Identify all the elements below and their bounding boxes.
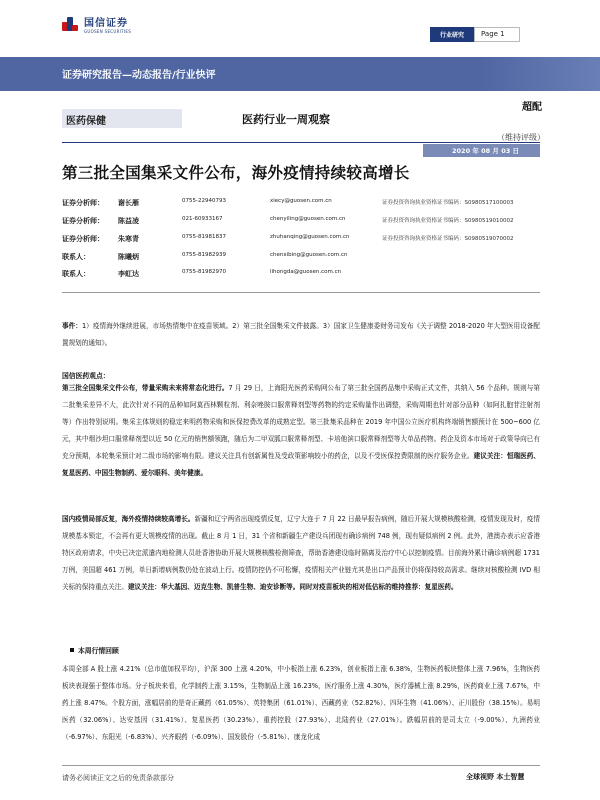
view2-paragraph xyxy=(62,511,540,596)
logo-english-name: GUOSEN SECURITIES xyxy=(84,29,132,34)
events-paragraph xyxy=(62,318,540,352)
contact-name: 李虹达 xyxy=(118,270,139,278)
analyst-phone: 0755-81981837 xyxy=(182,234,226,240)
analyst-role: 证券分析师： xyxy=(62,217,104,225)
bullet-square-icon xyxy=(70,648,74,652)
report-category-text: 证券研究报告—动态报告/行业快评 xyxy=(62,70,216,81)
contact-email[interactable]: chenxibing@guosen.com.cn xyxy=(270,252,348,258)
footer-disclaimer: 请务必阅读正文之后的免责条款部分 xyxy=(62,774,174,782)
logo-mark-icon xyxy=(62,17,78,31)
view1-body: 7 月 29 日，上海阳光医药采购网公布了第三批全国药品集中采购正式文件，共纳入 56 个品种。规则与第二批集采差异不大，此次针对不同的品种如阿莫西林颗粒剂、利奈唑胺口服常释剂型等药物的约定采购量作出调整，采购周期也针对部分品种（如阿扎胞苷注射剂等）作出特别说明。集采主体规则的稳定来明药物采购和医保控费改革的成熟定型。第三批集采品种在 2019 年中国公立医疗机构终端销售额预计在 500~600 亿元，其中烟沙坦口服常释剂型以近 50 亿元的销售额领跑，随后为二甲双胍口服常释剂型、卡培他滨口服常释剂型等大单品药物。药企及资本市场对于政策导向已有充分预期，本轮集采预计对二级市场的影响有限。建议关注具有创新属性及受政策影响较小的药企，以及不受医保控费限制的医疗服务企业。 xyxy=(62,384,540,460)
analyst-cert: 证券投资咨询执业资格证书编码：S0980517100003 xyxy=(382,200,514,206)
view-title: 国信医药观点： xyxy=(62,372,110,380)
analyst-email[interactable]: xiecy@guosen.com.cn xyxy=(270,198,332,204)
contact-email[interactable]: lihongda@guosen.com.cn xyxy=(270,269,342,275)
analyst-divider xyxy=(62,292,540,293)
analyst-name: 朱寒青 xyxy=(118,235,139,243)
contact-role: 联系人： xyxy=(62,270,90,278)
analyst-role: 证券分析师： xyxy=(62,235,104,243)
header-tag xyxy=(430,27,520,42)
events-text: 1）疫情海外继续进展，市场热情集中在疫苗领域。2）第三批全国集采文件披露。3）国家卫生健康委财务司发布《关于调整 2018-2020 年大型医用设备配置规划的通知》。 xyxy=(62,322,541,347)
analyst-role: 证券分析师： xyxy=(62,199,104,207)
view2-body: 新疆和辽宁两省出现疫情反复，辽宁大连于 7 月 22 日最早报告病例，随后开展大规模核酸检测，疫情发现及时，疫情规模基本锁定，不会再有更大规模疫情的出现。截止 8 月 1 日，31 个省和新疆生产建设兵团现有确诊病例 748 例，现有疑似病例 2 例。此外，港澳办表示应香港特区政府请求，中央已决定派遣内地检测人员赴香港协助开展大规模核酸检测筛查，帮助香港建设临时隔离及治疗中心以控制疫情。目前海外累计确诊病例超 1731 万例，美国超 461 万例，单日新增病例数仍处在波动上行。疫情防控仍不可松懈，疫情相关产业链尤其是出口产品预计仍将保持较高需求。继续对核酸检测 IVD 相关标的保持重点关注。 xyxy=(62,515,541,591)
report-date: 2020 年 08 月 03 日 xyxy=(452,147,519,155)
page-number: Page 1 xyxy=(474,27,520,42)
analyst-phone: 0755-22940793 xyxy=(182,198,226,204)
view2-lead: 国内疫情局部反复，海外疫情持续较高增长。 xyxy=(62,515,195,523)
view2-rec-label: 建议关注： xyxy=(127,583,161,591)
footer-divider xyxy=(62,765,540,766)
headline: 第三批全国集采文件公布，海外疫情持续较高增长 xyxy=(62,164,410,182)
market-text: 本周全部 A 股上涨 4.21%（总市值加权平均），沪深 300 上涨 4.20%，中小板指上涨 6.23%，创业板指上涨 6.38%，生物医药板块整体上涨 7.96%，生物医药板块表现强于整体市场。分子板块来看，化学制药上涨 3.15%，生物制品上涨 16.23%，医疗服务上涨 4.30%，医疗器械上涨 8.29%，医药商业上涨 7.67%，中药上涨 8.47%。个股方面，涨幅居前的是奇正藏药（61.05%）、英特集团（61.01%）、西藏药业（52.82%）、四环生物（41.06%）、正川股份（38.15%）。易明医药（32.06%）、达安基因（31.41%）、复星医药（30.23%）、重药控股（27.93%）、北陆药业（27.01%）。跌幅居前的是司太立（-9.00%）、九洲药业（-6.97%）、东阳光（-6.83%）、兴齐眼药（-6.09%）、国发股份（-5.81%）、康龙化成 xyxy=(62,665,540,741)
events-label: 事件： xyxy=(62,322,82,330)
analyst-name: 谢长雁 xyxy=(118,199,139,207)
view1-lead: 第三批全国集采文件公布，带量采购未来将常态化进行。 xyxy=(62,384,229,392)
analyst-email[interactable]: chenyiling@guosen.com.cn xyxy=(270,216,346,222)
view1-rec-label: 建议关注： xyxy=(473,452,507,460)
view1-paragraph xyxy=(62,380,540,482)
analyst-phone: 021-60933167 xyxy=(182,216,223,222)
analyst-name: 陈益凌 xyxy=(118,217,139,225)
contact-phone: 0755-81982939 xyxy=(182,252,226,258)
sector-label: 医药保健 xyxy=(66,116,106,127)
footer-slogan: 全球视野 本土智慧 xyxy=(466,773,525,781)
report-type-title: 医药行业一周观察 xyxy=(242,113,330,126)
rating: 超配 xyxy=(522,102,542,113)
view1-rec: 恒瑞医药、复星医药、中国生物制药、爱尔眼科、美年健康。 xyxy=(62,452,541,477)
contact-phone: 0755-81982970 xyxy=(182,269,226,275)
contact-role: 联系人： xyxy=(62,253,90,261)
contact-name: 陈曦炳 xyxy=(118,253,139,261)
analyst-cert: 证券投资咨询执业资格证书编码：S0980519010002 xyxy=(382,218,514,224)
view2-rec: 华大基因、迈克生物、凯普生物、迪安诊断等。同时对疫苗板块的相对低估标的维持推荐：复星医药。 xyxy=(160,583,458,591)
analyst-cert: 证券投资咨询执业资格证书编码：S0980519070002 xyxy=(382,236,514,242)
analyst-email[interactable]: zhuhanqing@guosen.com.cn xyxy=(270,234,350,240)
company-logo xyxy=(62,14,131,34)
market-title: 本周行情回顾 xyxy=(78,647,119,655)
doc-type-label: 行业研究 xyxy=(430,27,474,42)
market-paragraph xyxy=(62,661,540,763)
rating-note: （维持评级） xyxy=(497,133,545,142)
logo-chinese-name: 国信证券 xyxy=(84,18,128,29)
title-divider xyxy=(62,142,540,143)
